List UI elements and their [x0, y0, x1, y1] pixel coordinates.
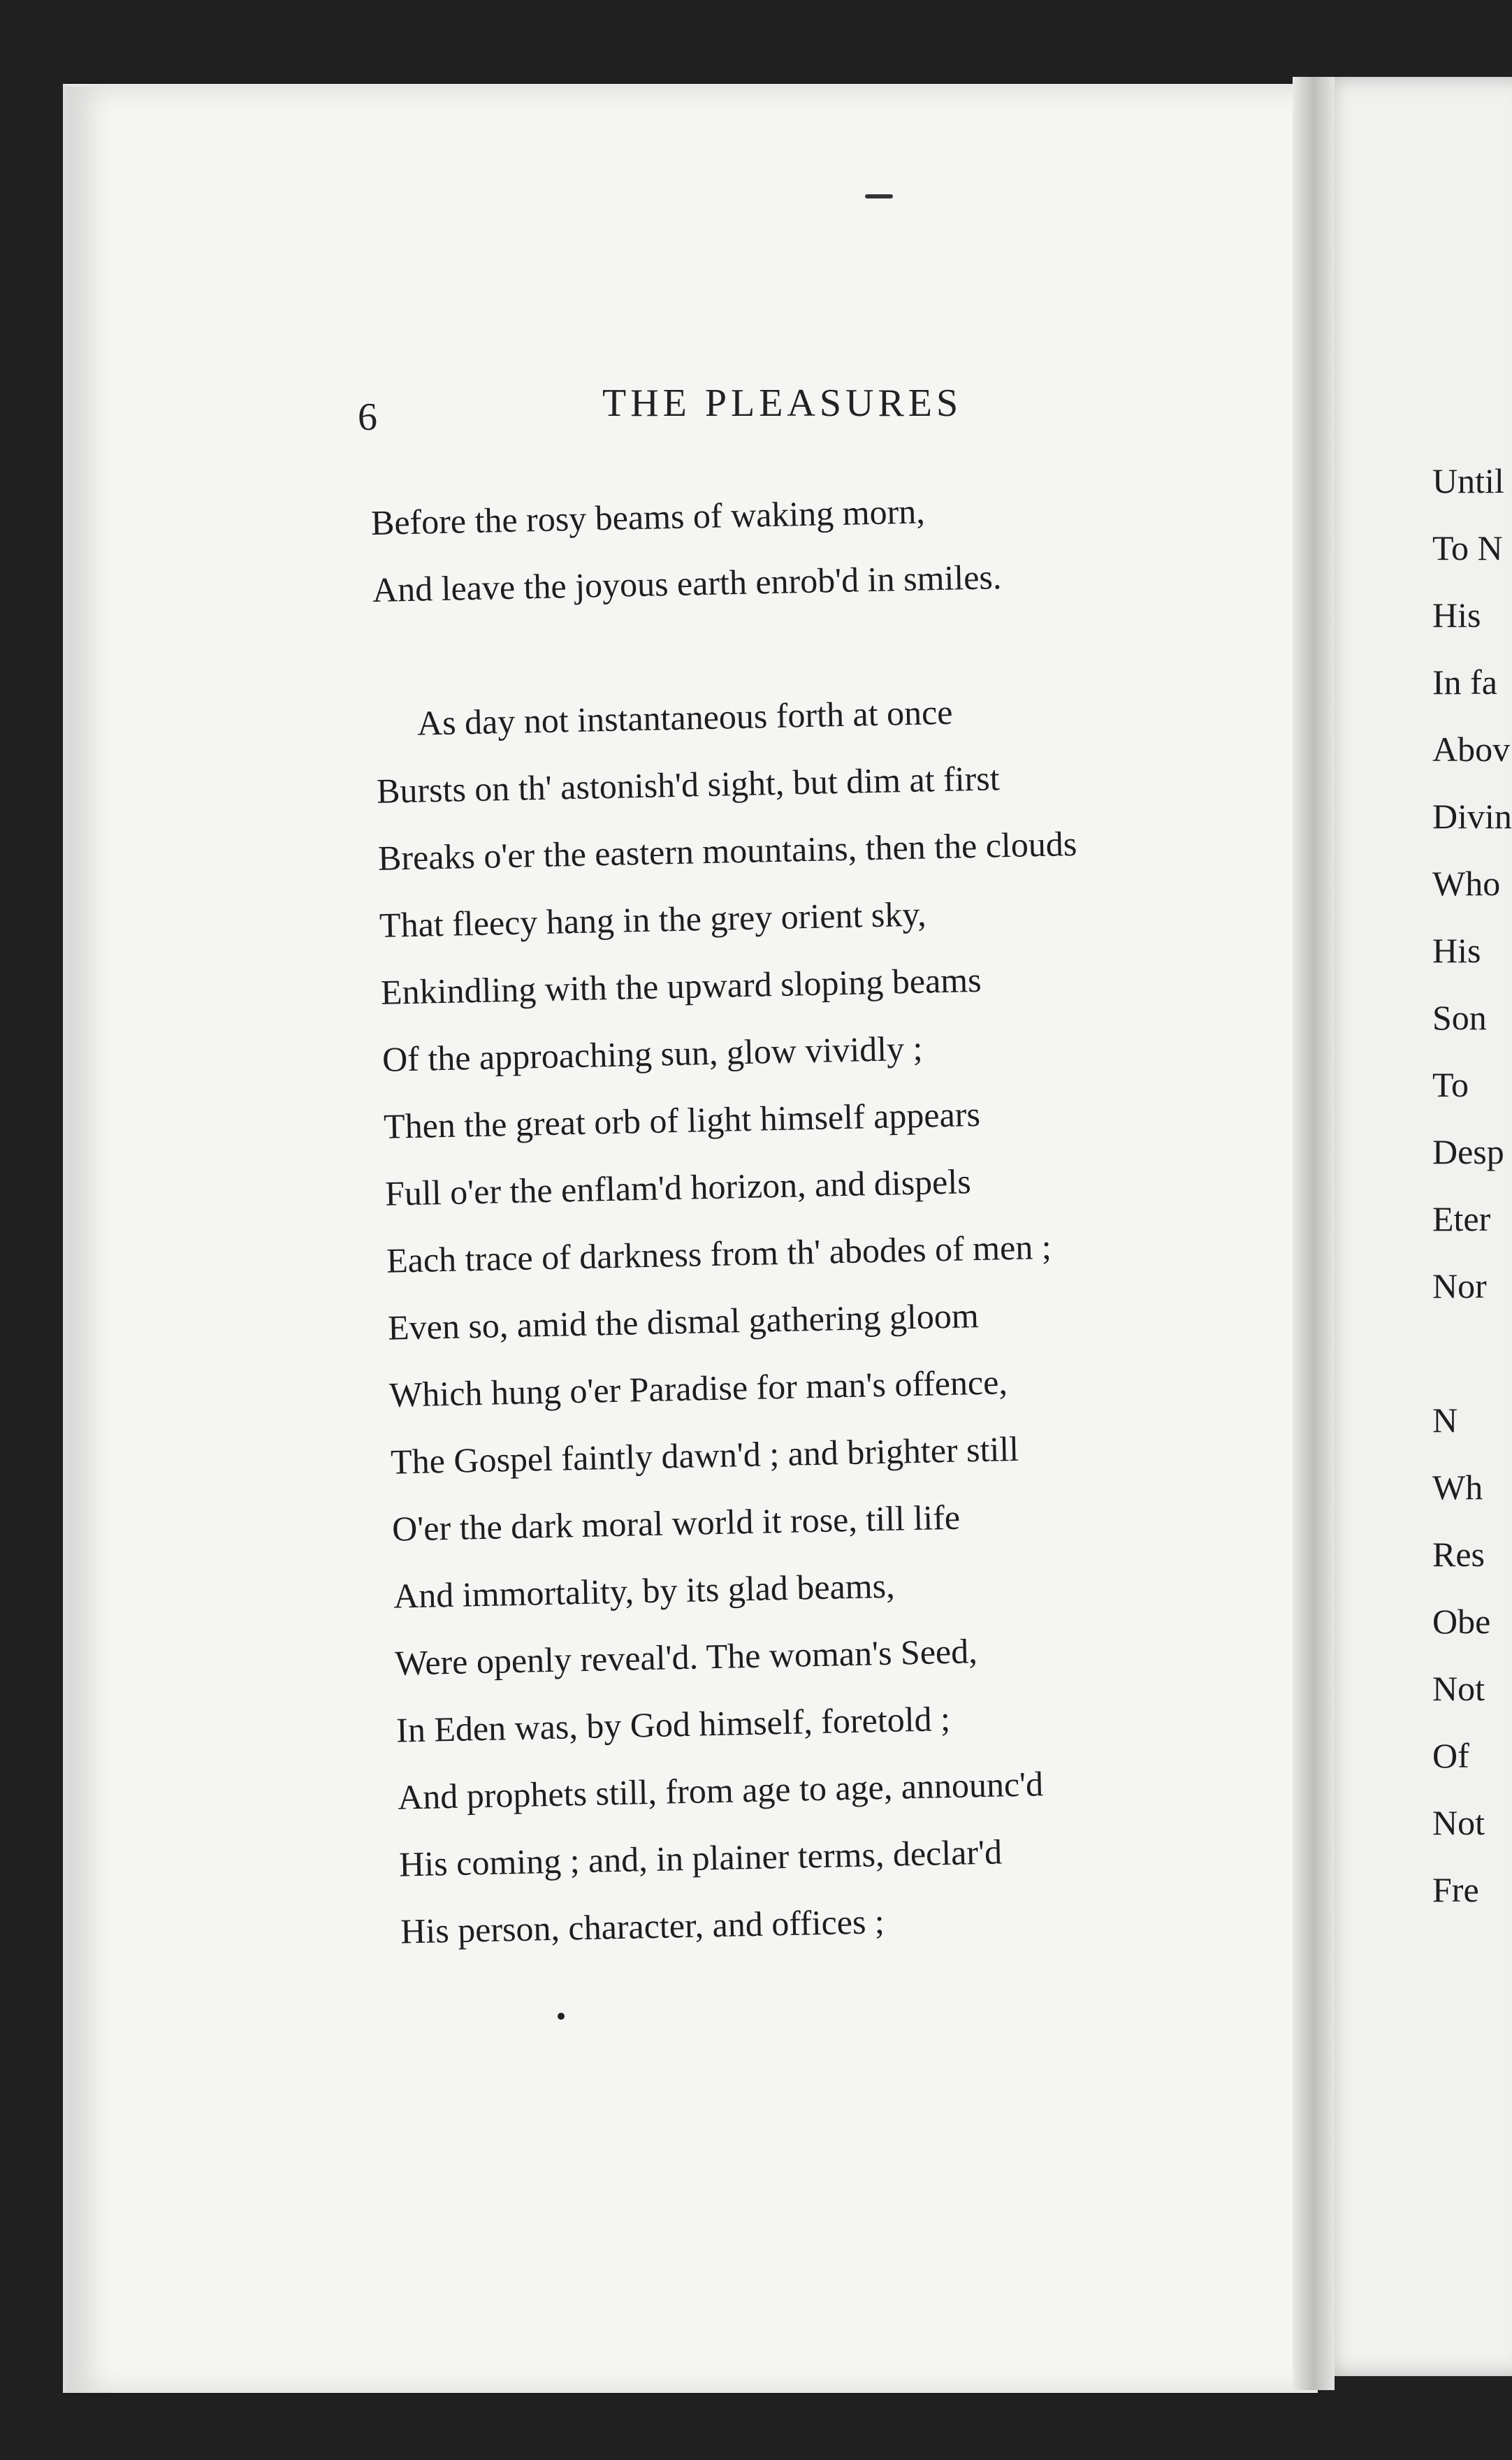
poem-text — [370, 470, 1309, 1965]
poem-line: Before the rosy beams of waking morn, — [370, 491, 926, 542]
poem-line: Which hung o'er Paradise for man's offence, — [388, 1362, 1008, 1414]
stanza-break — [1432, 1319, 1512, 1387]
fragment-line: Not — [1432, 1803, 1485, 1842]
poem-line: Full o'er the enflam'd horizon, and dispels — [384, 1162, 972, 1213]
fragment-line: Divin — [1432, 797, 1512, 836]
poem-line: Then the great orb of light himself appears — [383, 1094, 981, 1146]
fragment-line: Nor — [1432, 1266, 1487, 1305]
poem-line: Were openly reveal'd. The woman's Seed, — [394, 1631, 978, 1683]
fragment-line: In fa — [1432, 663, 1497, 702]
poem-line: His coming ; and, in plainer terms, declar'd — [398, 1832, 1003, 1884]
fragment-line: Not — [1432, 1669, 1485, 1708]
fragment-line: Abov — [1432, 730, 1511, 769]
book-gutter — [1293, 77, 1335, 2390]
poem-line: Breaks o'er the eastern mountains, then the clouds — [377, 823, 1077, 878]
poem-line: And prophets still, from age to age, announc'd — [397, 1764, 1044, 1817]
poem-line: Enkindling with the upward sloping beams — [380, 960, 982, 1012]
poem-line: And leave the joyous earth enrob'd in smiles. — [372, 557, 1002, 609]
fragment-line: Obe — [1432, 1602, 1491, 1641]
printer-mark — [865, 194, 893, 198]
page-number: 6 — [358, 396, 377, 439]
fragment-line: Fre — [1432, 1870, 1479, 1909]
poem-line: O'er the dark moral world it rose, till life — [391, 1497, 961, 1549]
fragment-line: Until — [1432, 461, 1504, 500]
fragment-line: His — [1432, 931, 1481, 970]
poem-line: Bursts on th' astonish'd sight, but dim at first — [376, 758, 1001, 811]
poem-line: As day not instantaneous forth at once — [416, 692, 953, 743]
fragment-line: His — [1432, 595, 1481, 635]
fragment-line: Wh — [1432, 1468, 1483, 1507]
fragment-line: Of — [1432, 1736, 1469, 1775]
fragment-line: N — [1432, 1401, 1458, 1440]
fragment-line: Who — [1432, 864, 1501, 903]
fragment-line: Son — [1432, 998, 1487, 1037]
fragment-line: Desp — [1432, 1132, 1504, 1171]
poem-line: The Gospel faintly dawn'd ; and brighter still — [390, 1428, 1019, 1482]
poem-line: His person, character, and offices ; — [400, 1902, 885, 1951]
poem-line: Of the approaching sun, glow vividly ; — [381, 1028, 924, 1079]
fragment-line: Eter — [1432, 1199, 1491, 1238]
fragment-line: To N — [1432, 528, 1503, 567]
facing-page-text — [1432, 447, 1512, 1923]
poem-line: That fleecy hang in the grey orient sky, — [379, 894, 927, 945]
ink-dot — [558, 2013, 565, 2020]
running-head: THE PLEASURES — [602, 382, 963, 425]
poem-line: Even so, amid the dismal gathering gloom — [387, 1296, 980, 1347]
poem-line: And immortality, by its glad beams, — [393, 1565, 896, 1616]
fragment-line: Res — [1432, 1535, 1485, 1574]
poem-line: In Eden was, by God himself, foretold ; — [395, 1699, 951, 1750]
poem-line: Each trace of darkness from th' abodes of men ; — [386, 1227, 1052, 1280]
fragment-line: To — [1432, 1065, 1469, 1104]
